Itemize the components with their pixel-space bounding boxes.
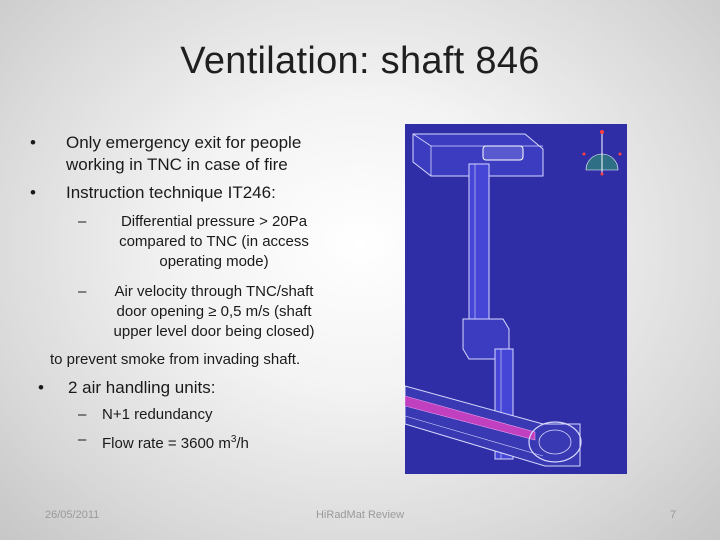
- sub-bullet-item: [78, 405, 338, 425]
- bullet-marker: •: [38, 378, 44, 397]
- slide-title: Ventilation: shaft 846: [180, 40, 540, 82]
- bullet-text: Only emergency exit for people working in TNC in case of fire: [66, 133, 302, 174]
- bullet-text: Instruction technique IT246:: [66, 183, 276, 202]
- shaft-3d-model-image: [405, 124, 627, 474]
- sub-bullet-text: N+1 redundancy: [102, 406, 213, 423]
- footer-page-number: 7: [670, 509, 677, 521]
- continuation-text: to prevent smoke from invading shaft.: [50, 351, 301, 368]
- bullet-item: [30, 132, 350, 176]
- dash-marker: –: [78, 431, 87, 448]
- bullet-item: [38, 377, 358, 399]
- sub-bullet-text: Differential pressure > 20Pa compared to TNC (in access operating mode): [119, 213, 309, 270]
- dash-marker: –: [78, 283, 87, 300]
- dash-marker: –: [78, 213, 87, 230]
- bullet-text: 2 air handling units:: [68, 378, 216, 397]
- footer-date: 26/05/2011: [45, 509, 100, 521]
- dash-marker: –: [78, 406, 87, 423]
- sub-bullet-item: [78, 212, 330, 272]
- sub-bullet-item: [78, 430, 338, 454]
- sub-bullet-text: Air velocity through TNC/shaft door opening ≥ 0,5 m/s (shaft upper level door being closed): [113, 283, 315, 340]
- bullet-marker: •: [30, 183, 36, 202]
- sub-bullet-text: Flow rate = 3600 $m^3/h$: [102, 434, 249, 452]
- sub-bullet-item: [78, 282, 330, 342]
- bullet-item: [30, 182, 360, 204]
- shaft-drawing: [405, 124, 627, 474]
- bullet-marker: •: [30, 133, 36, 152]
- footer-center: HiRadMat Review: [315, 509, 405, 521]
- compass-icon: [583, 130, 622, 176]
